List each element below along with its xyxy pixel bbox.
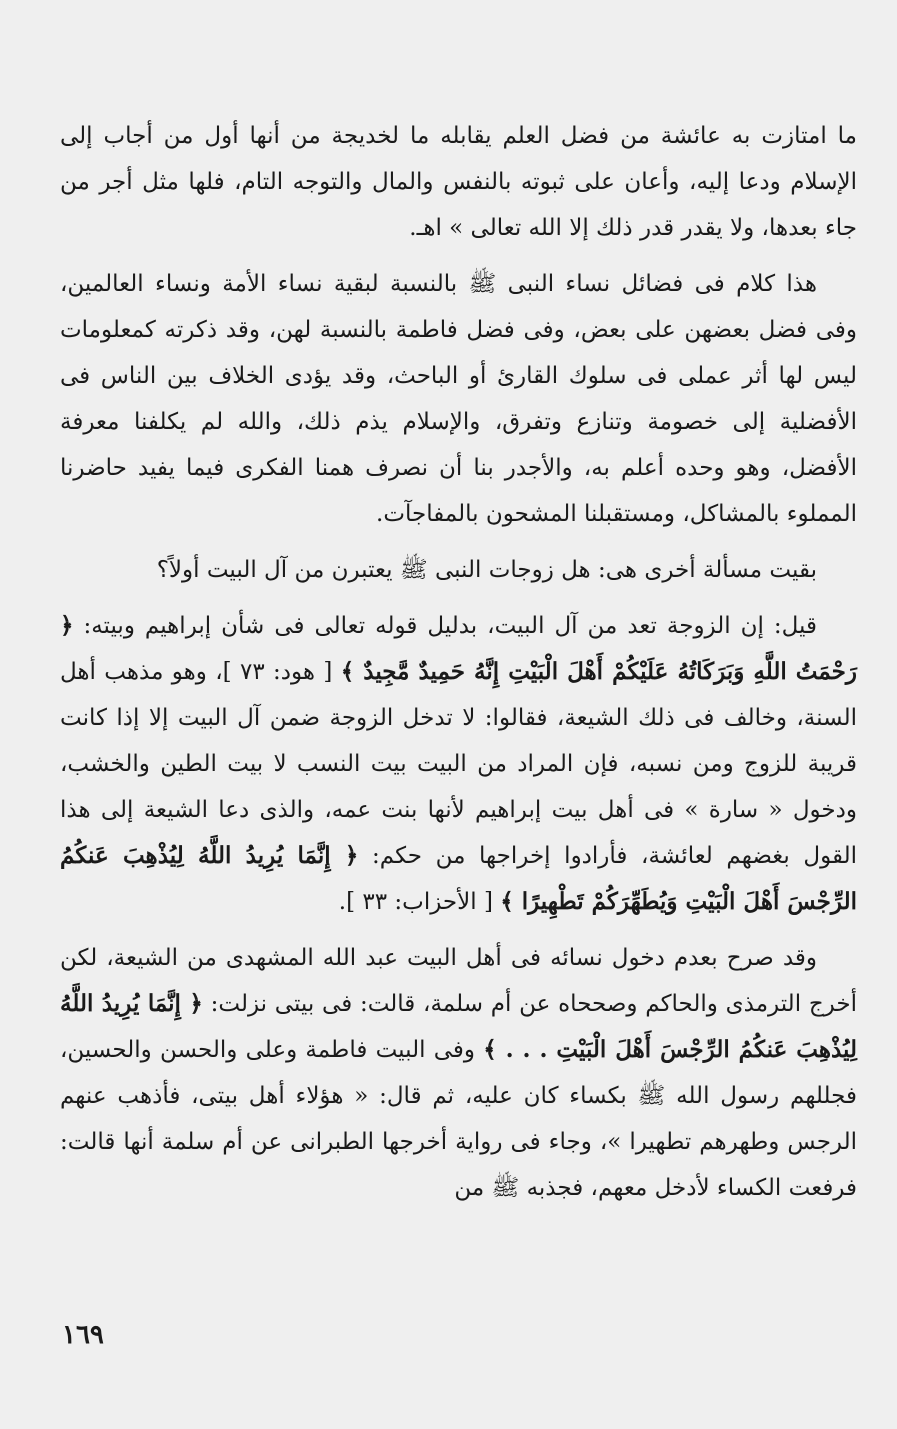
paragraph-2 [60, 261, 857, 537]
paragraph-3 [60, 547, 857, 593]
paragraph-5 [60, 935, 857, 1211]
quran-verse-hud: ﴿ رَحْمَتُ اللَّهِ وَبَرَكَاتُهُ عَلَيْكُمْ أَهْلَ الْبَيْتِ إِنَّهُ حَمِيدٌ مَّجِيدٌ ﴾ [60, 612, 857, 685]
paragraph-1 [60, 113, 857, 251]
verse-reference-ahzab: [ الأحزاب: ٣٣ ]. [338, 889, 501, 915]
paragraph-4 [60, 603, 857, 925]
paragraph-1-text: ما امتازت به عائشة من فضل العلم يقابله ما لخديجة من أنها أول من أجاب إلى الإسلام ودعا إليه، وأعان على ثبوته بالنفس والمال والتوجه التام، فلها مثل أجر من جاء بعدها، ولا يقدر قدر ذلك إلا الله تعالى » اهـ. [60, 123, 857, 241]
page-number: ١٦٩ [62, 1320, 104, 1350]
paragraph-2-text: هذا كلام فى فضائل نساء النبى ﷺ بالنسبة لبقية نساء الأمة ونساء العالمين، وفى فضل بعضهن على بعض، وفى فضل فاطمة بالنسبة لهن، وقد ذكرته كمعلومات ليس لها أثر عملى فى سلوك القارئ أو الباحث، وقد يؤدى الخلاف بين الناس فى الأفضلية إلى خصومة وتنازع وتفرق، والإسلام يذم ذلك، والله لم يكلفنا معرفة الأفضل، وهو وحده أعلم به، والأجدر بنا أن نصرف همنا الفكرى فيما يفيد حاضرنا المملوء بالمشاكل، ومستقبلنا المشحون بالمفاجآت. [60, 271, 857, 527]
paragraph-5-text-after: وفى البيت فاطمة وعلى والحسن والحسين، فجللهم رسول الله ﷺ بكساء كان عليه، ثم قال: « هؤلاء أهل بيتى، فأذهب عنهم الرجس وطهرهم تطهيرا »، وجاء فى رواية أخرجها الطبرانى عن أم سلمة أنها قالت: فرفعت الكساء لأدخل معهم، فجذبه ﷺ من [60, 1037, 857, 1201]
body-text [60, 113, 857, 1211]
quran-verse-ahzab-short: ﴿ إِنَّمَا يُرِيدُ اللَّهُ لِيُذْهِبَ عَنكُمُ الرِّجْسَ أَهْلَ الْبَيْتِ . . . ﴾ [60, 990, 857, 1063]
paragraph-3-text: بقيت مسألة أخرى هى: هل زوجات النبى ﷺ يعتبرن من آل البيت أولاً؟ [156, 557, 817, 583]
paragraph-5-text-before: وقد صرح بعدم دخول نسائه فى أهل البيت عبد الله المشهدى من الشيعة، لكن أخرج الترمذى والحاكم وصححاه عن أم سلمة، قالت: فى بيتى نزلت: [60, 945, 857, 1017]
paragraph-4-text-after: [ هود: ٧٣ ]، وهو مذهب أهل السنة، وخالف فى ذلك الشيعة، فقالوا: لا تدخل الزوجة ضمن آل البيت إلا إذا كانت قريبة للزوج ومن نسبه، فإن المراد من البيت بيت النسب لا بيت الطين والخشب، ودخول « سارة » فى أهل بيت إبراهيم لأنها بنت عمه، والذى دعا الشيعة إلى هذا القول بغضهم لعائشة، فأرادوا إخراجها من حكم: [60, 659, 857, 869]
paragraph-4-text-before: قيل: إن الزوجة تعد من آل البيت، بدليل قوله تعالى فى شأن إبراهيم وبيته: [73, 613, 817, 639]
quran-verse-ahzab: ﴿ إِنَّمَا يُرِيدُ اللَّهُ لِيُذْهِبَ عَنكُمُ الرِّجْسَ أَهْلَ الْبَيْتِ وَيُطَهِّرَكُمْ تَطْهِيرًا ﴾ [60, 842, 857, 915]
